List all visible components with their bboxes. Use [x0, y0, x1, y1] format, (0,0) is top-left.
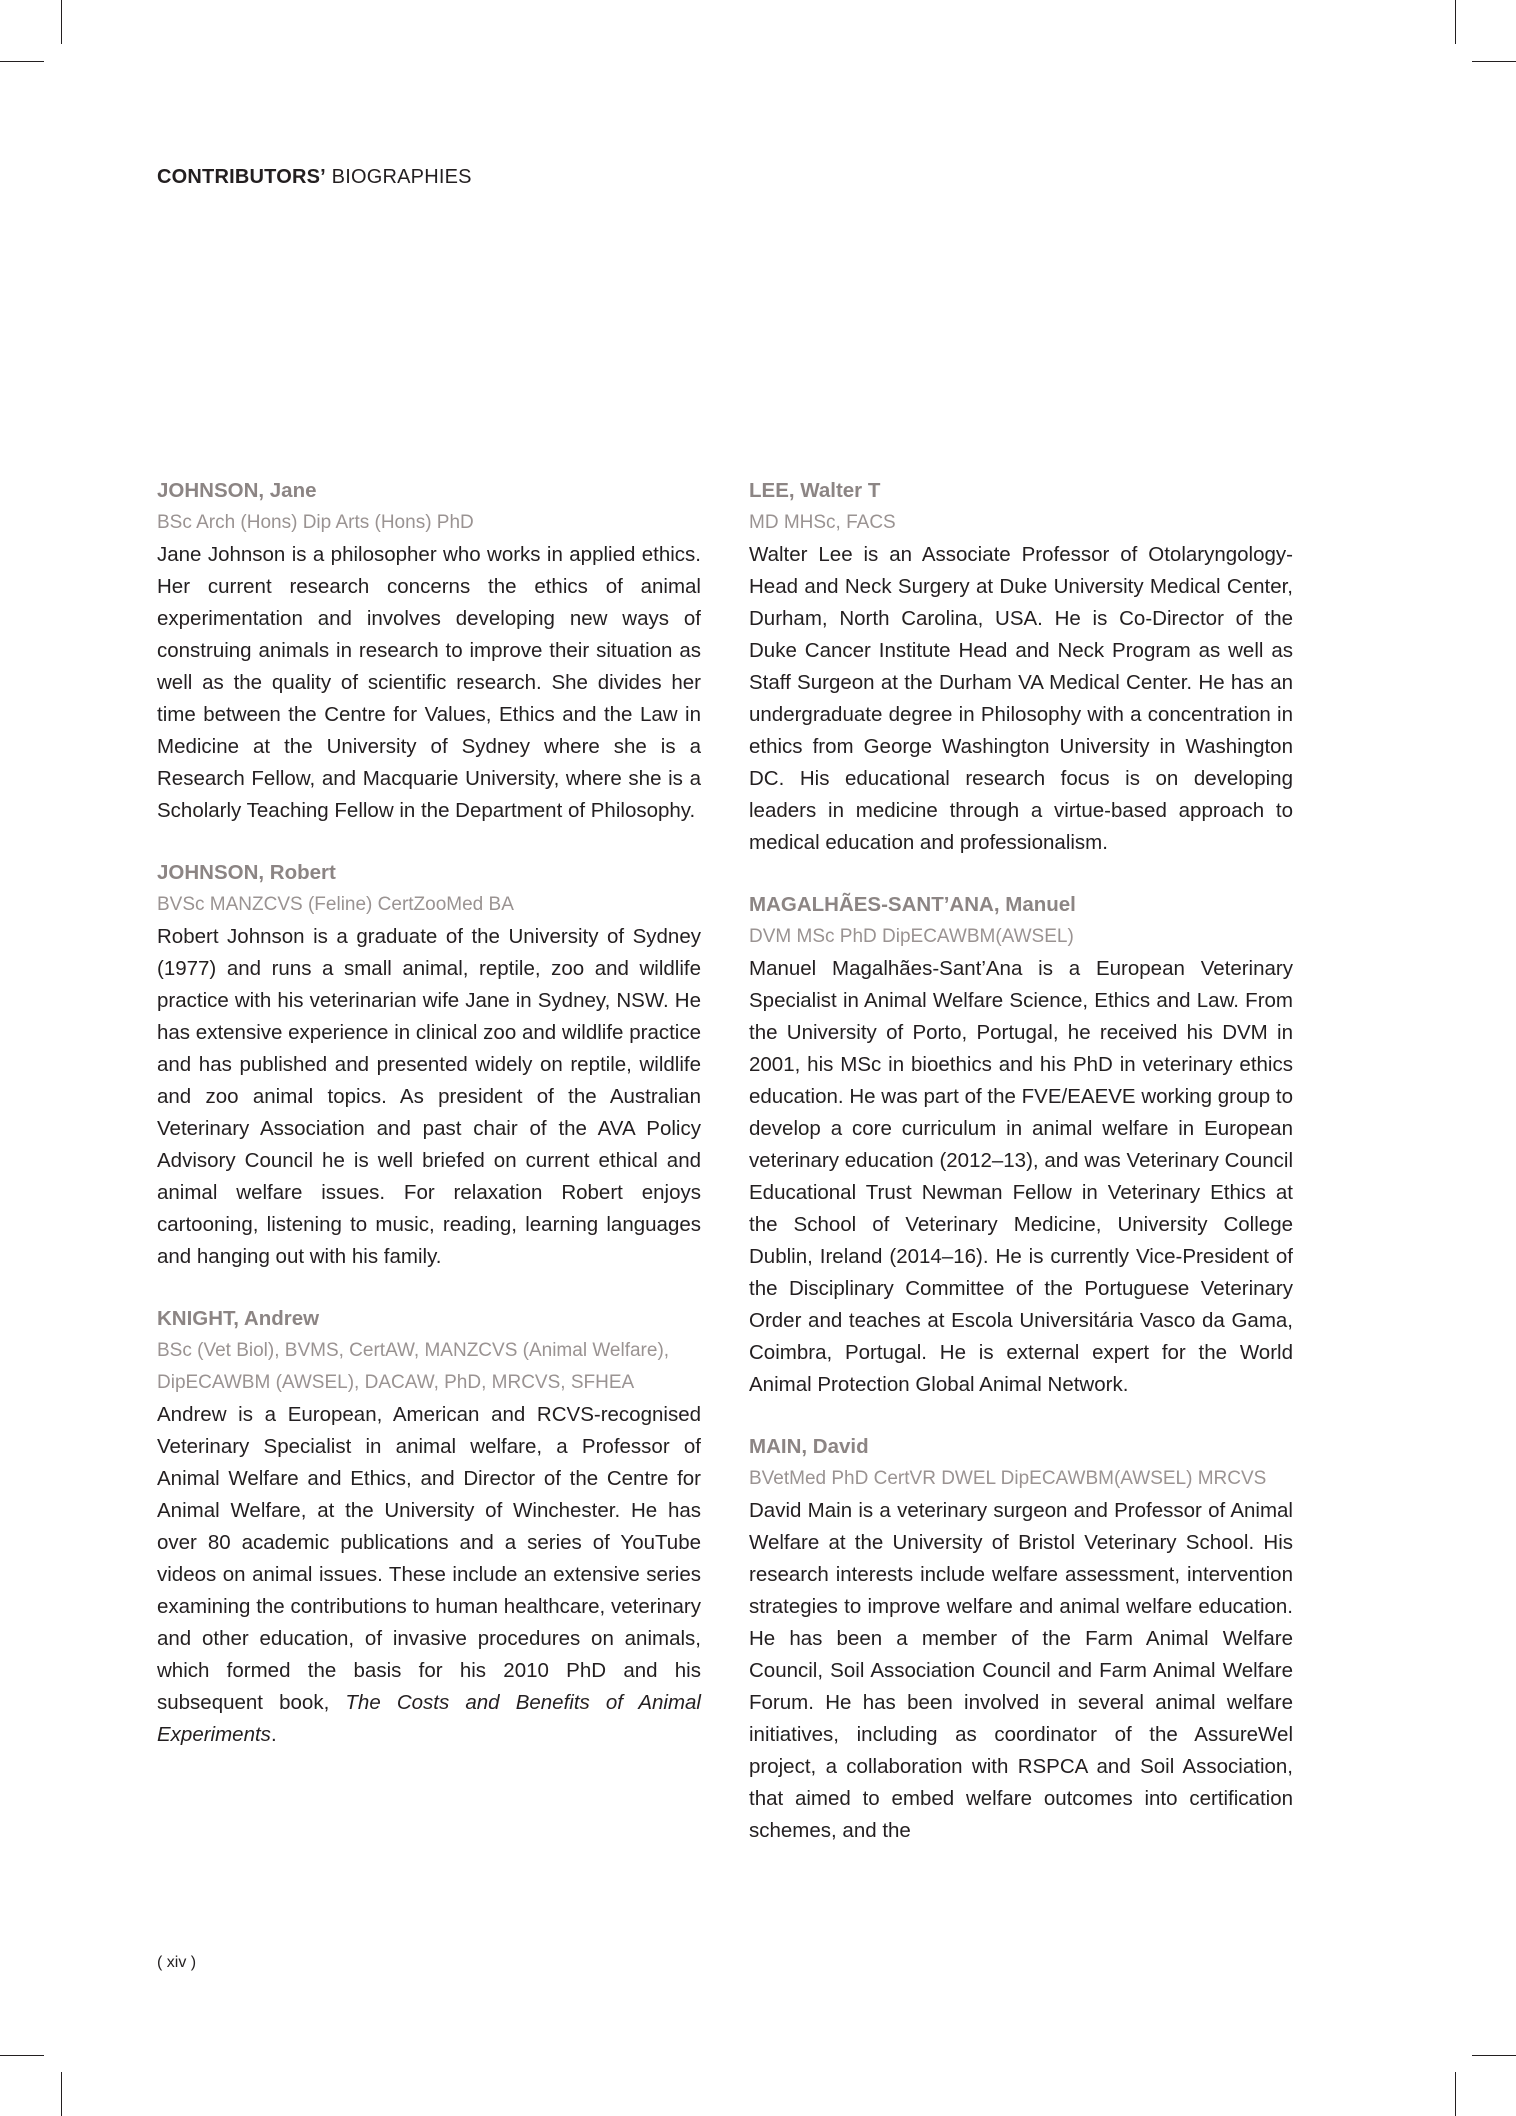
contributor-entry [749, 889, 1293, 1401]
contributor-name: MAGALHÃES-SANT’ANA, Manuel [749, 893, 1076, 916]
contributor-qualifications: BSc (Vet Biol), BVMS, CertAW, MANZCVS (Animal Welfare), DipECAWBM (AWSEL), DACAW, PhD, MRCVS, SFHEA [157, 1340, 670, 1393]
contributor-qualifications: BVetMed PhD CertVR DWEL DipECAWBM(AWSEL) MRCVS [749, 1468, 1267, 1489]
crop-mark [61, 0, 62, 44]
contributor-bio: Jane Johnson is a philosopher who works in applied ethics. Her current research concerns the ethics of animal experimentation and involves developing new ways of construing animals in research to improve their situation as well as the quality of scientific research. She divides her time between the Centre for Values, Ethics and the Law in Medicine at the University of Sydney where she is a Research Fellow, and Macquarie University, where she is a Scholarly Teaching Fellow in the Department of Philosophy. [157, 543, 701, 822]
right-column [749, 475, 1293, 1877]
running-head-bold: CONTRIBUTORS’ [157, 166, 326, 188]
crop-mark [0, 61, 44, 62]
running-head [157, 166, 472, 189]
crop-mark [1455, 0, 1456, 44]
contributor-name: JOHNSON, Jane [157, 479, 317, 502]
contributor-qualifications: BSc Arch (Hons) Dip Arts (Hons) PhD [157, 512, 474, 533]
contributor-entry [749, 1431, 1293, 1847]
book-title: The Costs and Benefits of Animal Experiments [157, 1691, 701, 1746]
contributor-name: MAIN, David [749, 1435, 869, 1458]
left-column [157, 475, 701, 1781]
contributor-bio [157, 1399, 701, 1751]
contributor-entry [157, 1303, 701, 1751]
contributor-bio: Walter Lee is an Associate Professor of Otolaryngology-Head and Neck Surgery at Duke University Medical Center, Durham, North Carolina, USA. He is Co-Director of the Duke Cancer Institute Head and Neck Program as well as Staff Surgeon at the Durham VA Medical Center. He has an undergraduate degree in Philosophy with a concentration in ethics from George Washington University in Washington DC. His educational research focus is on developing leaders in medicine through a virtue-based approach to medical education and professionalism. [749, 543, 1293, 854]
contributor-qualifications: MD MHSc, FACS [749, 512, 896, 533]
bio-text: Andrew is a European, American and RCVS-recognised Veterinary Specialist in animal welfare, a Professor of Animal Welfare and Ethics, and Director of the Centre for Animal Welfare, at the University of Winchester. He has over 80 academic publications and a series of YouTube videos on animal issues. These include an extensive series examining the contributions to human healthcare, veterinary and other education, of invasive procedures on animals, which formed the basis for his 2010 PhD and his subsequent book, [157, 1403, 701, 1714]
crop-mark [0, 2055, 44, 2056]
bio-end: . [270, 1723, 277, 1746]
crop-mark [1472, 2055, 1516, 2056]
contributor-entry [749, 475, 1293, 859]
contributor-qualifications: DVM MSc PhD DipECAWBM(AWSEL) [749, 926, 1074, 947]
page-number: ( xiv ) [157, 1954, 197, 1971]
contributor-qualifications: BVSc MANZCVS (Feline) CertZooMed BA [157, 894, 514, 915]
contributor-bio: Robert Johnson is a graduate of the University of Sydney (1977) and runs a small animal, reptile, zoo and wildlife practice with his veterinarian wife Jane in Sydney, NSW. He has extensive experience in clinical zoo and wildlife practice and has published and presented widely on reptile, wildlife and zoo animal topics. As president of the Australian Veterinary Association and past chair of the AVA Policy Advisory Council he is well briefed on current ethical and animal welfare issues. For relaxation Robert enjoys cartooning, listening to music, reading, learning languages and hanging out with his family. [157, 925, 701, 1268]
contributor-entry [157, 857, 701, 1273]
crop-mark [61, 2072, 62, 2116]
contributor-name: LEE, Walter T [749, 479, 881, 502]
contributor-name: JOHNSON, Robert [157, 861, 336, 884]
contributor-bio: Manuel Magalhães-Sant’Ana is a European Veterinary Specialist in Animal Welfare Science, Ethics and Law. From the University of Porto, Portugal, he received his DVM in 2001, his MSc in bioethics and his PhD in veterinary ethics education. He was part of the FVE/EAEVE working group to develop a core curriculum in animal welfare in European veterinary education (2012–13), and was Veterinary Council Educational Trust Newman Fellow in Veterinary Ethics at the School of Veterinary Medicine, University College Dublin, Ireland (2014–16). He is currently Vice-President of the Disciplinary Committee of the Portuguese Veterinary Order and teaches at Escola Universitária Vasco da Gama, Coimbra, Portugal. He is external expert for the World Animal Protection Global Animal Network. [749, 957, 1293, 1396]
running-head-rest: BIOGRAPHIES [331, 166, 472, 188]
crop-mark [1455, 2072, 1456, 2116]
contributor-name: KNIGHT, Andrew [157, 1307, 320, 1330]
contributor-entry [157, 475, 701, 827]
crop-mark [1472, 61, 1516, 62]
contributor-bio: David Main is a veterinary surgeon and Professor of Animal Welfare at the University of Bristol Veterinary School. His research interests include welfare assessment, intervention strategies to improve welfare and animal welfare education. He has been a member of the Farm Animal Welfare Council, Soil Association Council and Farm Animal Welfare Forum. He has been involved in several animal welfare initiatives, including as coordinator of the AssureWel project, a collaboration with RSPCA and Soil Association, that aimed to embed welfare outcomes into certification schemes, and the [749, 1499, 1293, 1842]
